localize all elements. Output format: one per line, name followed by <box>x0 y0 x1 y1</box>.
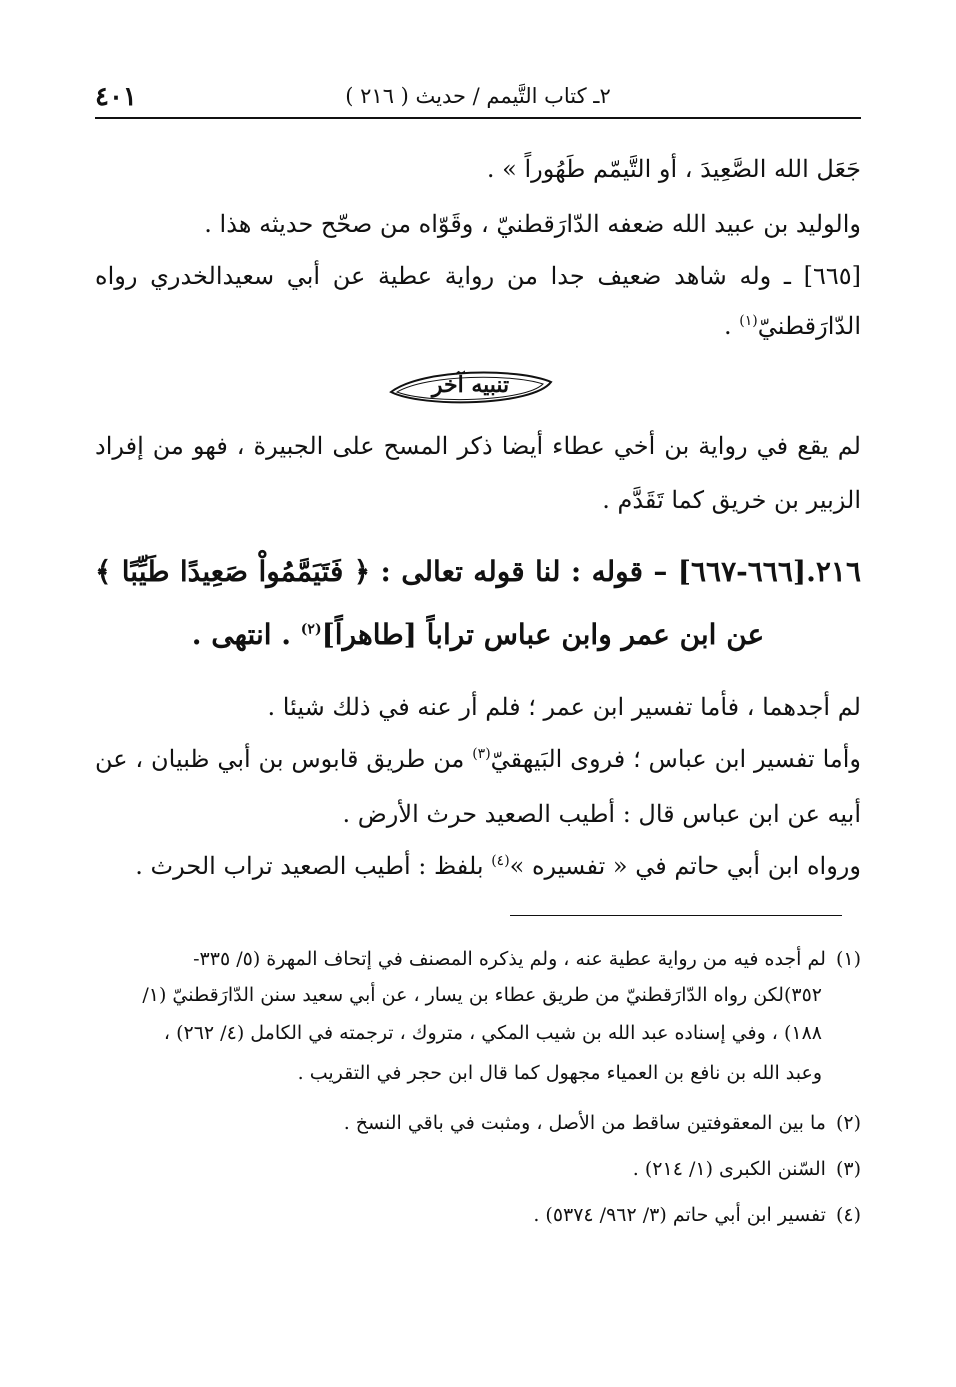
footnote-text: السّنن الكبرى (١/ ٢١٤) . <box>632 1158 826 1180</box>
discussion-line <box>95 745 861 774</box>
discussion-line <box>95 852 861 881</box>
hadith-text: عن ابن عمر وابن عباس تراباً [طاهراً] <box>321 618 765 651</box>
footnote-1-line: ١٨٨) ، وفي إسناده عبد الله بن شيب المكي ، متروك ، ترجمته في الكامل (٤/ ٢٦٢) ، <box>163 1022 822 1044</box>
discussion-text: وأما تفسير ابن عباس ؛ فروى البَيهقيّ <box>490 745 862 773</box>
discussion-line: أبيه عن ابن عباس قال : أطيب الصعيد حرث الأرض . <box>342 800 861 828</box>
body-line: [٦٦٥] ـ وله شاهد ضعيف جدا من رواية عطية عن أبي سعيدالخدري رواه <box>95 262 861 290</box>
body-text: الدّارَقطنيّ <box>757 312 861 340</box>
footnote-4 <box>95 1204 861 1227</box>
page-header <box>95 78 861 118</box>
note-line: لم يقع في رواية بن أخي عطاء أيضا ذكر المسح على الجبيرة ، فهو من إفراد <box>95 432 861 460</box>
header-rule <box>95 117 861 119</box>
discussion-line: لم أجدهما ، فأما تفسير ابن عمر ؛ فلم أر عنه في ذلك شيئا . <box>267 693 861 721</box>
running-title: ٢ـ كتاب التَّيمم / حديث ( ٢١٦ ) <box>345 84 611 108</box>
discussion-text: من طريق قابوس بن أبي ظبيان ، عن <box>95 745 473 773</box>
footnote-ref[interactable]: (٢) <box>300 621 322 638</box>
hadith-heading: ٢١٦.[٦٦٦-٦٦٧] – قوله : لنا قوله تعالى : ﴿ فَتَيَمَّمُواْ صَعِيدًا طَيِّبًا ﴾ <box>95 555 861 588</box>
hadith-text: . انتهى . <box>191 618 301 651</box>
footnote-ref[interactable]: (١) <box>739 313 758 329</box>
body-line: جَعَل الله الصَّعِيدَ ، أو التَّيمّم طَهُوراً » . <box>486 155 861 183</box>
page-number: ٤٠١ <box>95 82 137 112</box>
body-text: . <box>724 312 740 340</box>
footnote-number: (٤) <box>835 1204 861 1226</box>
footnote-number: (١) <box>835 948 861 970</box>
footnote-ref[interactable]: (٣) <box>472 746 491 762</box>
footnote-1 <box>95 948 861 971</box>
footnote-1-line: ٣٥٢)لكن رواه الدّارَقطنيّ من طريق عطاء بن يسار ، عن أبي سعيد سنن الدّارَقطنيّ (١/ <box>142 984 822 1006</box>
footnote-text: تفسير ابن أبي حاتم (٣/ ٩٦٢/ ٥٣٧٤) . <box>533 1204 826 1226</box>
note-heading-title: تنبيه آخر <box>431 372 510 398</box>
body-line: والوليد بن عبيد الله ضعفه الدّارَقطنيّ ، وقَوّاه من صحّح حديثه هذا . <box>204 210 861 238</box>
footnote-3 <box>95 1158 861 1181</box>
discussion-text: ورواه ابن أبي حاتم في « تفسيره » <box>509 852 861 880</box>
body-line <box>95 312 861 341</box>
note-line: الزبير بن خريق كما تَقَدَّم . <box>602 486 861 514</box>
note-heading <box>383 362 558 414</box>
footnote-text: لم أجده فيه من رواية عطية عنه ، ولم يذكره المصنف في إتحاف المهرة (٥/ ٣٣٥- <box>193 948 826 970</box>
footnote-ref[interactable]: (٤) <box>491 853 510 869</box>
hadith-heading-line2 <box>95 618 861 651</box>
footnote-number: (٢) <box>835 1112 861 1134</box>
footnote-number: (٣) <box>835 1158 861 1180</box>
footnote-text: ما بين المعقوفتين ساقط من الأصل ، ومثبت في باقي النسخ . <box>343 1112 826 1134</box>
footnote-2 <box>95 1112 861 1135</box>
discussion-text: بلفظ : أطيب الصعيد تراب الحرث . <box>135 852 492 880</box>
footnote-1-line: وعبد الله بن نافع بن العمياء مجهول كما قال ابن حجر في التقريب . <box>297 1062 822 1084</box>
footnote-rule <box>510 915 842 916</box>
